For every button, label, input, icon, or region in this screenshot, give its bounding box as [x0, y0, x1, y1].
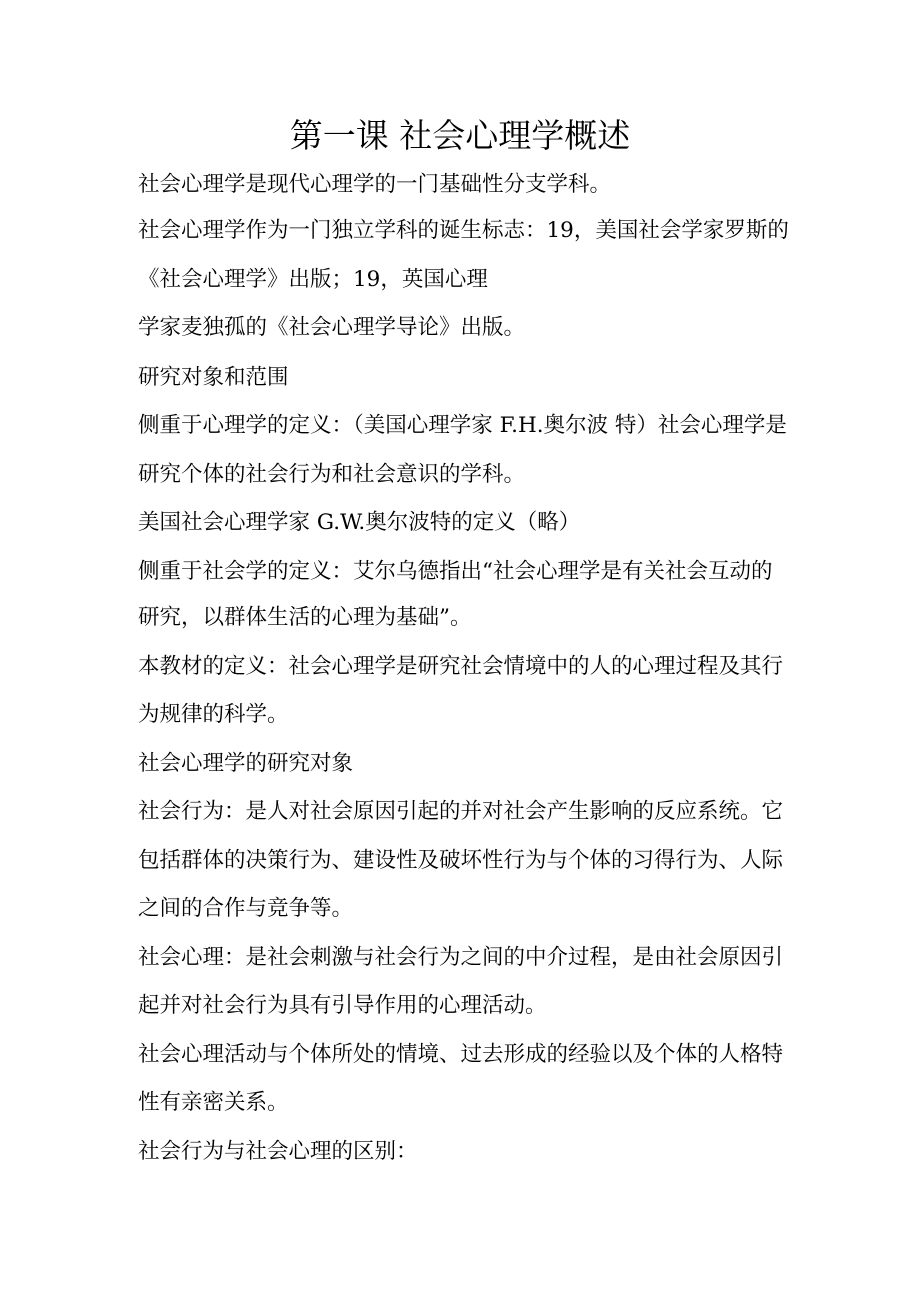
- paragraph-line: 《社会心理学》出版；19，英国心理: [138, 267, 488, 292]
- paragraph-line: 侧重于社会学的定义：艾尔乌德指出“社会心理学是有关社会互动的: [138, 559, 773, 584]
- paragraph-line: 社会行为：是人对社会原因引起的并对社会产生影响的反应系统。它: [138, 799, 784, 824]
- paragraph-line: 研究，以群体生活的心理为基础”。: [138, 605, 472, 630]
- paragraph-line: 美国社会心理学家 G.W.奥尔波特的定义（略）: [138, 510, 581, 535]
- paragraph-line: 社会心理学是现代心理学的一门基础性分支学科。: [138, 172, 612, 197]
- paragraph-line: 研究个体的社会行为和社会意识的学科。: [138, 462, 526, 487]
- paragraph-line: 社会心理：是社会刺激与社会行为之间的中介过程，是由社会原因引: [138, 945, 784, 970]
- paragraph-line: 包括群体的决策行为、建设性及破坏性行为与个体的习得行为、人际: [138, 848, 784, 873]
- paragraph-line: 侧重于心理学的定义：（美国心理学家 F.H.奥尔波 特）社会心理学是: [138, 413, 787, 438]
- page-title: 第一课 社会心理学概述: [289, 116, 631, 155]
- paragraph-line: 学家麦独孤的《社会心理学导论》出版。: [138, 315, 526, 340]
- paragraph-line: 起并对社会行为具有引导作用的心理活动。: [138, 993, 547, 1018]
- section-heading: 社会行为与社会心理的区别：: [138, 1139, 418, 1164]
- paragraph-line: 社会心理学作为一门独立学科的诞生标志：19，美国社会学家罗斯的: [138, 218, 789, 243]
- section-heading: 社会心理学的研究对象: [138, 751, 354, 776]
- paragraph-line: 之间的合作与竞争等。: [138, 896, 354, 921]
- paragraph-line: 为规律的科学。: [138, 702, 289, 727]
- paragraph-line: 本教材的定义：社会心理学是研究社会情境中的人的心理过程及其行: [138, 654, 784, 679]
- paragraph-line: 社会心理活动与个体所处的情境、过去形成的经验以及个体的人格特: [138, 1042, 784, 1067]
- paragraph-line: 性有亲密关系。: [138, 1090, 289, 1115]
- section-heading: 研究对象和范围: [138, 365, 289, 390]
